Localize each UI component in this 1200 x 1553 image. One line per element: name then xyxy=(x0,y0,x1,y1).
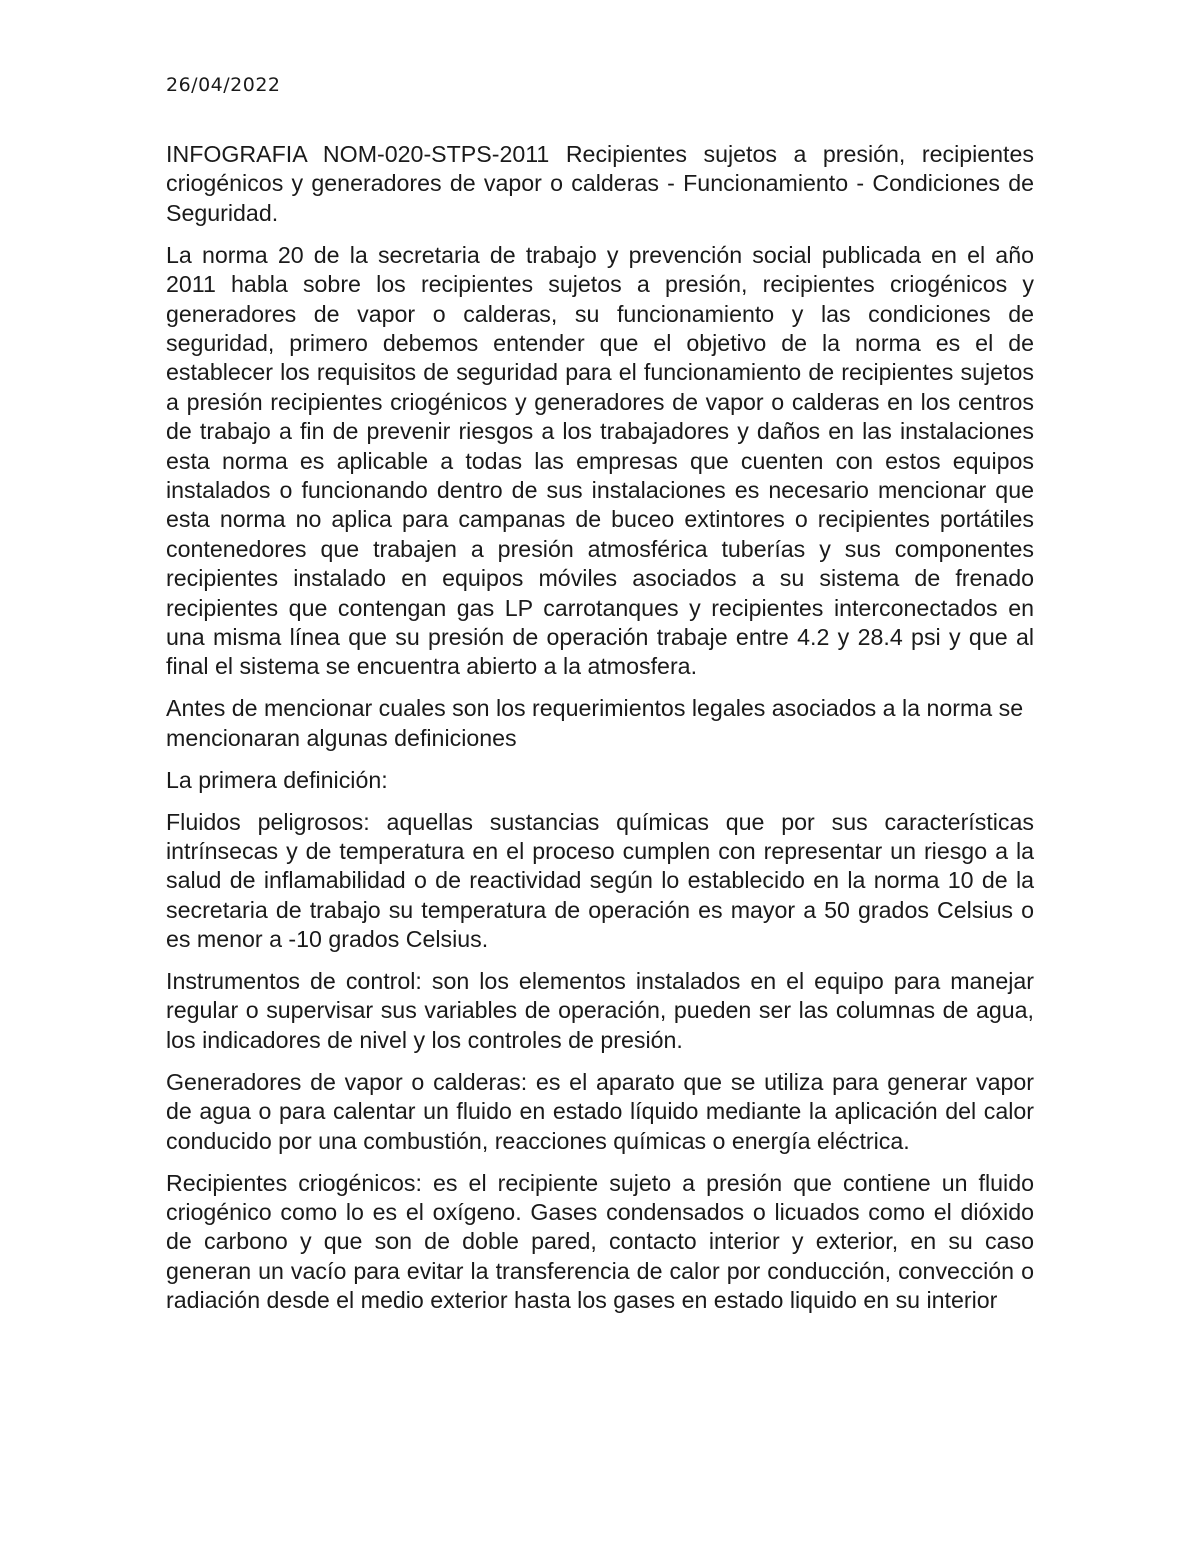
intro-paragraph: La norma 20 de la secretaria de trabajo y prevención social publicada en el año 2011 habla sobre los recipientes sujetos a presión, recipientes criogénicos y generadores de vapor o calderas, su funcionamiento y las condiciones de seguridad, primero debemos entender que el objetivo de la norma es el de establecer los requisitos de seguridad para el funcionamiento de recipientes sujetos a presión recipientes criogénicos y generadores de vapor o calderas en los centros de trabajo a fin de prevenir riesgos a los trabajadores y daños en las instalaciones esta norma es aplicable a todas las empresas que cuenten con estos equipos instalados o funcionando dentro de sus instalaciones es necesario mencionar que esta norma no aplica para campanas de buceo extintores o recipientes portátiles contenedores que trabajen a presión atmosférica tuberías y sus componentes recipientes instalado en equipos móviles asociados a su sistema de frenado recipientes que contengan gas LP carrotanques y recipientes interconectados en una misma línea que su presión de operación trabaje entre 4.2 y 28.4 psi y que al final el sistema se encuentra abierto a la atmosfera. xyxy=(166,241,1034,680)
definition-fluidos-peligrosos: Fluidos peligrosos: aquellas sustancias químicas que por sus características intrínsecas y de temperatura en el proceso cumplen con representar un riesgo a la salud de inflamabilidad o de reactividad según lo establecido en la norma 10 de la secretaria de trabajo su temperatura de operación es mayor a 50 grados Celsius o es menor a -10 grados Celsius. xyxy=(166,808,1034,953)
definitions-intro-paragraph: Antes de mencionar cuales son los requerimientos legales asociados a la norma se mencionaran algunas definiciones xyxy=(166,695,1024,751)
definition-generadores-de-vapor: Generadores de vapor o calderas: es el aparato que se utiliza para generar vapor de agua o para calentar un fluido en estado líquido mediante la aplicación del calor conducido por una combustión, reacciones químicas o energía eléctrica. xyxy=(166,1068,1034,1154)
document-body xyxy=(166,140,1034,1328)
document-date: 26/04/2022 xyxy=(166,74,281,96)
definition-instrumentos-de-control: Instrumentos de control: son los elementos instalados en el equipo para manejar regular o supervisar sus variables de operación, pueden ser las columnas de agua, los indicadores de nivel y los controles de presión. xyxy=(166,968,1034,1053)
title-paragraph: INFOGRAFIA NOM-020-STPS-2011 Recipientes sujetos a presión, recipientes criogénicos y generadores de vapor o calderas - Funcionamiento - Condiciones de Seguridad. xyxy=(166,141,1034,226)
definition-recipientes-criogenicos: Recipientes criogénicos: es el recipiente sujeto a presión que contiene un fluido criogénico como lo es el oxígeno. Gases condensados o licuados como el dióxido de carbono y que son de doble pared, contacto interior y exterior, en su caso generan un vacío para evitar la transferencia de calor por conducción, convección o radiación desde el medio exterior hasta los gases en estado liquido en su interior xyxy=(166,1169,1034,1314)
first-definition-label: La primera definición: xyxy=(166,766,388,793)
